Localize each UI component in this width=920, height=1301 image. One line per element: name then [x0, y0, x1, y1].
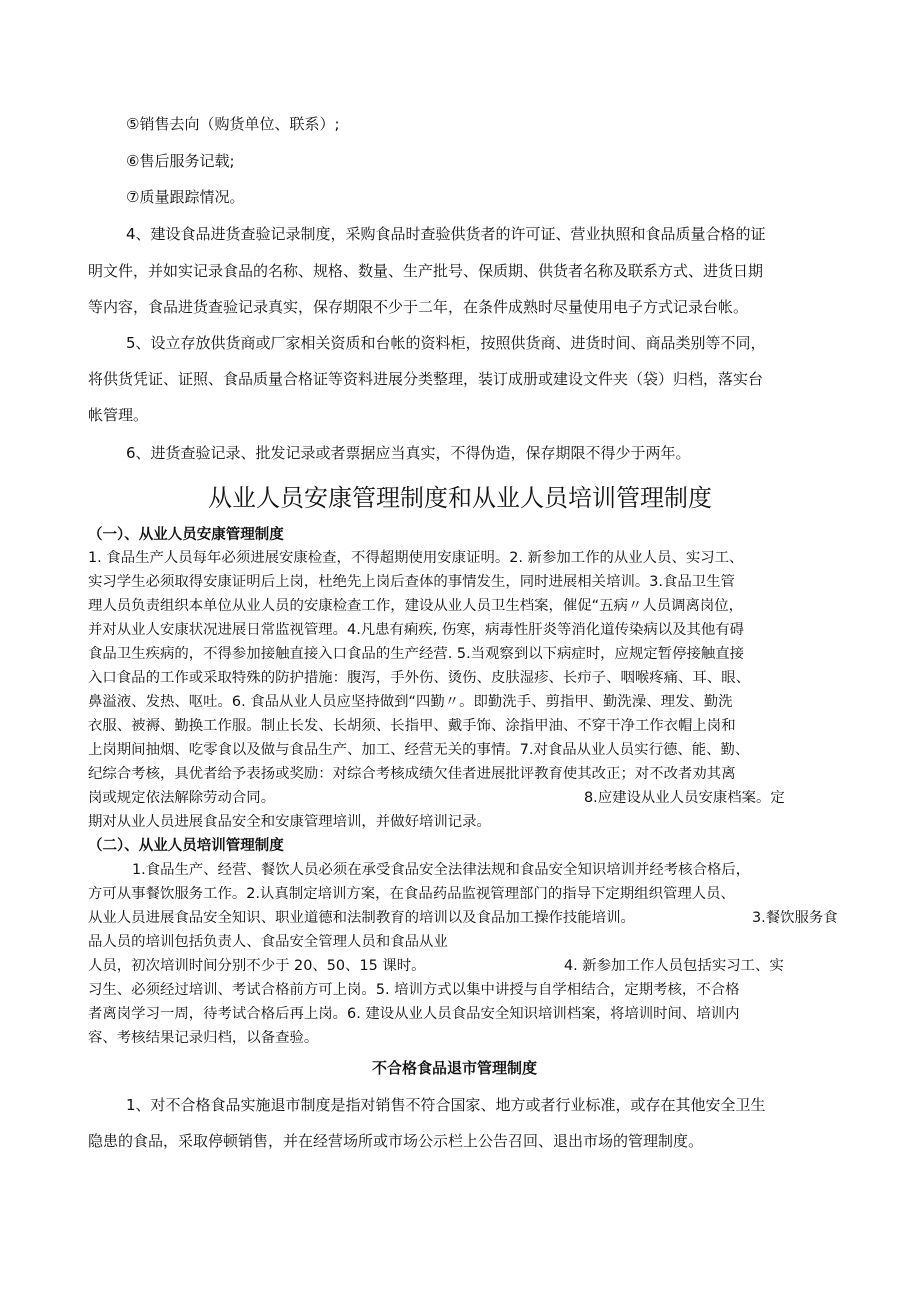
training-line-7: 者离岗学习一周，待考试合格后再上岗。6. 建设从业人员食品安全知识培训档案，将培训时间、培训内	[88, 1006, 740, 1022]
health-line-5: 食品卫生疾病的，不得参加接触直接入口食品的生产经营. 5.当观察到以下病症时，应规定暂停接触直接	[88, 646, 745, 662]
section-title-staff: 从业人员安康管理制度和从业人员培训管理制度	[208, 484, 712, 512]
health-line-9: 上岗期间抽烟、吃零食以及做与食品生产、加工、经营无关的事情。7.对食品从业人员实行德、能、勤、	[88, 742, 750, 758]
health-line-7: 鼻溢液、发热、呕吐。6. 食品从业人员应坚持做到“四勤〃。即勤洗手、剪指甲、勤洗澡、理发、勤洗	[88, 694, 733, 710]
health-line-8: 衣服、被褥、勤换工作服。制止长发、长胡须、长指甲、戴手饰、涂指甲油、不穿干净工作衣帽上岗和	[88, 718, 736, 734]
training-line-1: 1.食品生产、经营、餐饮人员必须在承受食品安全法律法规和食品安全知识培训并经考核合格后，	[132, 862, 751, 878]
section-title-recall: 不合格食品退市管理制度	[372, 1059, 538, 1077]
para-6: 6、进货查验记录、批发记录或者票据应当真实，不得伪造，保存期限不得少于两年。	[126, 444, 691, 462]
para-4-line-1: 4、建设食品进货查验记录制度，采购食品时查验供货者的许可证、营业执照和食品质量合格的证	[126, 225, 766, 243]
health-line-2: 实习学生必须取得安康证明后上岗，杜绝先上岗后查体的事情发生，同时进展相关培训。3.食品卫生管	[88, 574, 735, 590]
list-item-6: ⑥售后服务记载;	[126, 152, 235, 170]
training-line-3-right: 3.餐饮服务食	[752, 910, 838, 926]
para-5-line-3: 帐管理。	[88, 406, 149, 424]
health-line-12: 期对从业人员进展食品安全和安康管理培训，并做好培训记录。	[88, 814, 491, 830]
subsection-heading-health: （一）、从业人员安康管理制度	[88, 527, 284, 543]
health-line-4: 并对从业人安康状况进展日常监视管理。4.凡患有痢疾, 伤寒，病毒性肝炎等消化道传染病以及其他有碍	[88, 622, 745, 638]
training-line-6: 习生、必须经过培训、考试合格前方可上岗。5. 培训方式以集中讲授与自学相结合，定期考核，不合格	[88, 982, 740, 998]
health-line-11-left: 岗或规定依法解除劳动合同。	[88, 790, 276, 806]
training-line-5-left: 人员，初次培训时间分别不少于 20、50、15 课时。	[88, 958, 426, 974]
para-4-line-2: 明文件，并如实记录食品的名称、规格、数量、生产批号、保质期、供货者名称及联系方式、进货日期	[88, 262, 764, 280]
training-line-4: 品人员的培训包括负责人、食品安全管理人员和食品从业	[88, 934, 448, 950]
health-line-3: 理人员负责组织本单位从业人员的安康检查工作，建设从业人员卫生档案，催促“五病〃人员调离岗位，	[88, 598, 744, 614]
recall-line-1: 1、对不合格食品实施退市制度是指对销售不符合国家、地方或者行业标准，或存在其他安全卫生	[126, 1096, 766, 1114]
training-line-3-left: 从业人员进展食品安全知识、职业道德和法制教育的培训以及食品加工操作技能培训。	[88, 910, 635, 926]
list-item-7: ⑦质量跟踪情况。	[126, 188, 245, 206]
training-line-5-right: 4. 新参加工作人员包括实习工、实	[564, 958, 784, 974]
list-item-5: ⑤销售去向（购货单位、联系）;	[126, 115, 340, 133]
para-4-line-3: 等内容，食品进货查验记录真实，保存期限不少于二年，在条件成熟时尽量使用电子方式记录台帐。	[88, 298, 749, 316]
health-line-6: 入口食品的工作或采取特殊的防护措施：腹泻，手外伤、烫伤、皮肤湿疹、长疖子、咽喉疼痛、耳、眼、	[88, 670, 750, 686]
para-5-line-2: 将供货凭证、证照、食品质量合格证等资料进展分类整理，装订成册或建设文件夹（袋）归档，落实台	[88, 370, 764, 388]
health-line-11-right: 8.应建设从业人员安康档案。定	[584, 790, 785, 806]
health-line-10: 纪综合考核，具优者给予表扬或奖励：对综合考核成绩欠佳者进展批评教育使其改正；对不改者劝其离	[88, 766, 736, 782]
recall-line-2: 隐患的食品，采取停顿销售，并在经营场所或市场公示栏上公告召回、退出市场的管理制度。	[88, 1132, 704, 1150]
para-5-line-1: 5、设立存放供货商或厂家相关资质和台帐的资料柜，按照供货商、进货时间、商品类别等不同，	[126, 334, 766, 352]
training-line-2: 方可从事餐饮服务工作。2.认真制定培训方案，在食品药品监视管理部门的指导下定期组织管理人员、	[88, 886, 735, 902]
subsection-heading-training: （二）、从业人员培训管理制度	[88, 838, 284, 854]
training-line-8: 容、考核结果记录归档，以备查验。	[88, 1030, 319, 1046]
health-line-1: 1. 食品生产人员每年必须进展安康检查，不得超期使用安康证明。2. 新参加工作的从业人员、实习工、	[88, 550, 744, 566]
